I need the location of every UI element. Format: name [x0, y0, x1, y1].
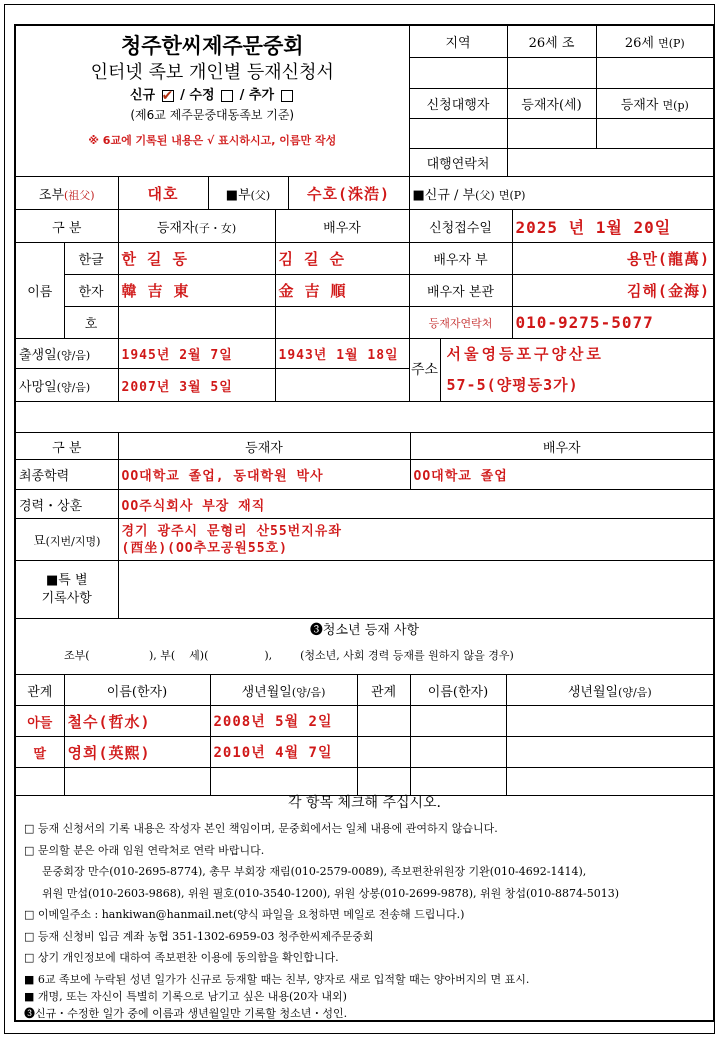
option-edit-checkbox[interactable] — [221, 90, 233, 102]
gen2-label: 26세 — [624, 35, 654, 51]
spouse-clan-value[interactable]: 김해(金海) — [512, 275, 713, 307]
spouse-father-label: 배우자 부 — [409, 243, 512, 275]
youth-birth-header — [210, 675, 357, 706]
registrant-page-suffix: 면(p) — [662, 98, 689, 112]
registrant-page-label: 등재자 — [620, 97, 659, 113]
registrant-contact-label: 등재자연락처 — [409, 307, 512, 339]
grandfather-value[interactable]: 대호 — [118, 177, 208, 210]
received-label: 신청접수일 — [409, 210, 512, 243]
form-frame — [14, 24, 715, 1022]
page-subtitle: 인터넷 족보 개인별 등재신청서 — [90, 62, 334, 83]
hangul-label: 한글 — [64, 243, 118, 275]
note-item: 문중회장 만수(010-2695-8774), 총무 부회장 재림(010-2579-0089), 족보편찬위원장 기완(010-4692-1414), — [42, 865, 587, 878]
note-item[interactable]: □ 등재 신청비 입금 계좌 농협 351-1302-6959-03 청주한씨제주문중회 — [24, 929, 374, 943]
registrant-ho[interactable] — [118, 307, 275, 339]
spouse-education[interactable]: OO대학교 졸업 — [410, 460, 713, 490]
youth-table — [16, 674, 713, 796]
special-value[interactable] — [118, 561, 713, 619]
gen2-cell — [596, 26, 713, 57]
notes-section — [16, 788, 713, 1022]
youth-birth-2[interactable] — [506, 706, 713, 737]
youth-name[interactable]: 철수(哲水) — [64, 706, 210, 737]
registration-type: 신규 ✔ / 수정 / 추가 — [19, 86, 406, 106]
youth-birth[interactable]: 2010년 4월 7일 — [210, 737, 357, 768]
contact-value[interactable] — [507, 148, 713, 176]
youth-name[interactable]: 영희(英熙) — [64, 737, 210, 768]
grave-label-cell — [16, 519, 118, 561]
father-sub: (父) — [250, 188, 271, 202]
table-row — [16, 706, 713, 737]
note-item[interactable]: □ 이메일주소 : hankiwan@hanmail.net(양식 파일을 요청하면 메일로 전송해 드립니다.) — [24, 908, 465, 921]
title-cell — [16, 26, 409, 176]
birth-label-cell — [16, 339, 118, 369]
youth-birth[interactable]: 2008년 5월 2일 — [210, 706, 357, 737]
spouse-hangul[interactable]: 김 길 순 — [275, 243, 409, 275]
youth-relation-header-2: 관계 — [357, 675, 410, 706]
address-label: 주소 — [410, 339, 441, 401]
youth-birth-header-2 — [506, 675, 713, 706]
registrant-gen-label: 등재자(세) — [521, 97, 582, 113]
option-new-checkbox[interactable] — [161, 87, 174, 104]
registrant-death[interactable]: 2007년 3월 5일 — [118, 369, 275, 402]
option-add-checkbox[interactable] — [281, 90, 293, 102]
father-label: ■부 — [225, 187, 251, 203]
youth-name-2[interactable] — [410, 706, 506, 737]
youth-name-header: 이름(한자) — [64, 675, 210, 706]
note-item: ■ 개명, 또는 자신이 특별히 기록으로 남기고 싶은 내용(20자 내외) — [24, 989, 347, 1003]
address-cell — [409, 339, 713, 402]
youth-birth-header-label: 생년월일 — [241, 684, 292, 700]
person-section-label: 구 분 — [16, 210, 118, 243]
spouse-clan-label: 배우자 본관 — [409, 275, 512, 307]
death-sub: (양/음) — [56, 380, 91, 394]
contact-label: 대행연락처 — [409, 148, 507, 176]
region-label: 지역 — [409, 26, 507, 57]
youth-birth-header-sub: (양/음) — [291, 685, 326, 699]
spouse-father-value[interactable]: 용만(龍萬) — [512, 243, 713, 275]
youth-relation[interactable]: 아들 — [16, 706, 64, 737]
ho-label: 호 — [64, 307, 118, 339]
registrant-gen-cell — [507, 88, 596, 118]
birth-label: 출생일 — [19, 348, 57, 364]
notice-text: ※ 6교에 기록된 내용은 √ 표시하시고, 이름만 작성 — [88, 134, 337, 147]
table-row — [16, 737, 713, 768]
details-section-label: 구 분 — [16, 433, 118, 460]
registrant-hanja[interactable]: 韓 吉 東 — [118, 275, 275, 307]
notes-title: 각 항목 체크해 주십시오. — [287, 795, 442, 811]
check-mark-icon: ✔ — [161, 87, 174, 104]
registrant-education[interactable]: OO대학교 졸업, 동대학원 박사 — [118, 460, 410, 490]
details-spouse-header: 배우자 — [410, 433, 713, 460]
option-add-label: 추가 — [248, 88, 275, 103]
spouse-birth[interactable]: 1943년 1월 18일 — [275, 339, 409, 369]
received-value[interactable]: 2025 년 1월 20일 — [512, 210, 713, 243]
note-item[interactable]: □ 상기 개인정보에 대하여 족보편찬 이용에 동의함을 확인합니다. — [24, 951, 339, 964]
region-value[interactable] — [409, 57, 507, 88]
youth-name-header-2: 이름(한자) — [410, 675, 506, 706]
registrant-hangul[interactable]: 한 길 동 — [118, 243, 275, 275]
note-item: 위원 만섭(010-2603-9868), 위원 필호(010-3540-1200), 위원 상봉(010-2699-9878), 위원 창섭(010-8874-5013) — [42, 886, 619, 900]
youth-line: 조부( ), 부( 세)( ), (청소년, 사회 경력 등재를 원하지 않을 경우) — [64, 649, 514, 662]
special-label2: 기록사항 — [41, 590, 92, 606]
spouse-death[interactable] — [275, 369, 409, 402]
birth-sub: (양/음) — [56, 349, 91, 363]
grandfather-sub: (祖父) — [64, 188, 95, 202]
youth-relation-2[interactable] — [357, 737, 410, 768]
gen2-suffix: 면(P) — [658, 36, 685, 50]
registrant-page-cell — [596, 88, 713, 118]
special-label1: ■특 별 — [45, 572, 88, 588]
father-label-cell — [208, 177, 288, 210]
youth-section — [16, 618, 713, 648]
grave-label: 묘 — [33, 534, 46, 549]
details-registrant-header: 등재자 — [118, 433, 410, 460]
spouse-ho[interactable] — [275, 307, 409, 339]
death-label: 사망일 — [19, 379, 57, 395]
grave-line2: (酉坐)(OO추모공원55호) — [121, 540, 288, 556]
death-label-cell — [16, 369, 118, 402]
registrant-birth[interactable]: 1945년 2월 7일 — [118, 339, 275, 369]
agent-label: 신청대행자 — [409, 88, 507, 118]
note-item: ❸신규・수정한 일가 중에 이름과 생년월일만 기록할 청소년・성인. — [24, 1006, 348, 1020]
hanja-label: 한자 — [64, 275, 118, 307]
grandfather-label: 조부 — [38, 187, 65, 203]
youth-birth-header-sub-2: (양/음) — [618, 685, 652, 699]
person-table — [16, 209, 713, 402]
education-label: 최종학력 — [16, 460, 118, 490]
youth-birth-2[interactable] — [506, 737, 713, 768]
new-father-label: ■신규 / 부 — [412, 187, 476, 203]
new-father-sub: (父) — [475, 188, 495, 202]
father-value[interactable]: 수호(洙浩) — [288, 177, 409, 210]
note-item[interactable]: □ 등재 신청서의 기록 내용은 작성자 본인 책임이며, 문중회에서는 일체 내용에 관여하지 않습니다. — [24, 822, 498, 835]
new-father-cell[interactable] — [409, 177, 713, 210]
agent-value[interactable] — [409, 118, 507, 148]
new-father-suffix: 면(P) — [498, 188, 526, 202]
note-item: ■ 6교 족보에 누락된 성년 일가가 신규로 등재할 때는 친부, 양자로 새로 입적할 때는 양아버지의 면 표시. — [24, 972, 530, 986]
grandfather-label-cell — [16, 177, 118, 210]
special-label-cell — [16, 561, 118, 619]
youth-name-2[interactable] — [410, 737, 506, 768]
youth-birth-header-label-2: 생년월일 — [567, 684, 619, 700]
registrant-header-label: 등재자 — [156, 220, 195, 236]
option-edit-label: 수정 — [189, 88, 215, 103]
grave-value-cell[interactable] — [118, 519, 713, 561]
spouse-hanja[interactable]: 金 吉 順 — [275, 275, 409, 307]
gen1-label: 26세 조 — [507, 26, 596, 57]
basis-note: (제6교 제주문중대동족보 기준) — [130, 108, 295, 122]
registrant-gen-value[interactable] — [507, 118, 596, 148]
address-line1[interactable]: 서울영등포구양산로 — [446, 345, 604, 363]
youth-title: ❸청소년 등재 사항 — [309, 623, 420, 638]
address-line2[interactable]: 57-5(양평동3가) — [446, 376, 579, 394]
header-table — [16, 26, 713, 177]
youth-relation-2[interactable] — [357, 706, 410, 737]
registrant-header — [118, 210, 275, 243]
ancestry-table — [16, 176, 713, 210]
gen2-value[interactable] — [596, 57, 713, 88]
registrant-page-value[interactable] — [596, 118, 713, 148]
gen1-value[interactable] — [507, 57, 596, 88]
youth-relation-header: 관계 — [16, 675, 64, 706]
registrant-header-sub: (子・女) — [194, 221, 237, 235]
page-title: 청주한씨제주문중회 — [120, 33, 304, 58]
career-label: 경력・상훈 — [16, 490, 118, 519]
youth-relation[interactable]: 딸 — [16, 737, 64, 768]
name-label: 이름 — [16, 243, 64, 339]
registrant-contact-value[interactable]: 010-9275-5077 — [512, 307, 713, 339]
grave-line1: 경기 광주시 문형리 산55번지유좌 — [121, 523, 342, 539]
spouse-header: 배우자 — [275, 210, 409, 243]
details-table — [16, 432, 713, 619]
grave-sub: (지번/지명) — [45, 535, 101, 548]
registrant-career[interactable]: OO주식회사 부장 재직 — [118, 490, 713, 519]
note-item[interactable]: □ 문의할 분은 아래 임원 연락처로 연락 바랍니다. — [24, 843, 265, 857]
option-new-label: 신규 — [129, 88, 156, 103]
